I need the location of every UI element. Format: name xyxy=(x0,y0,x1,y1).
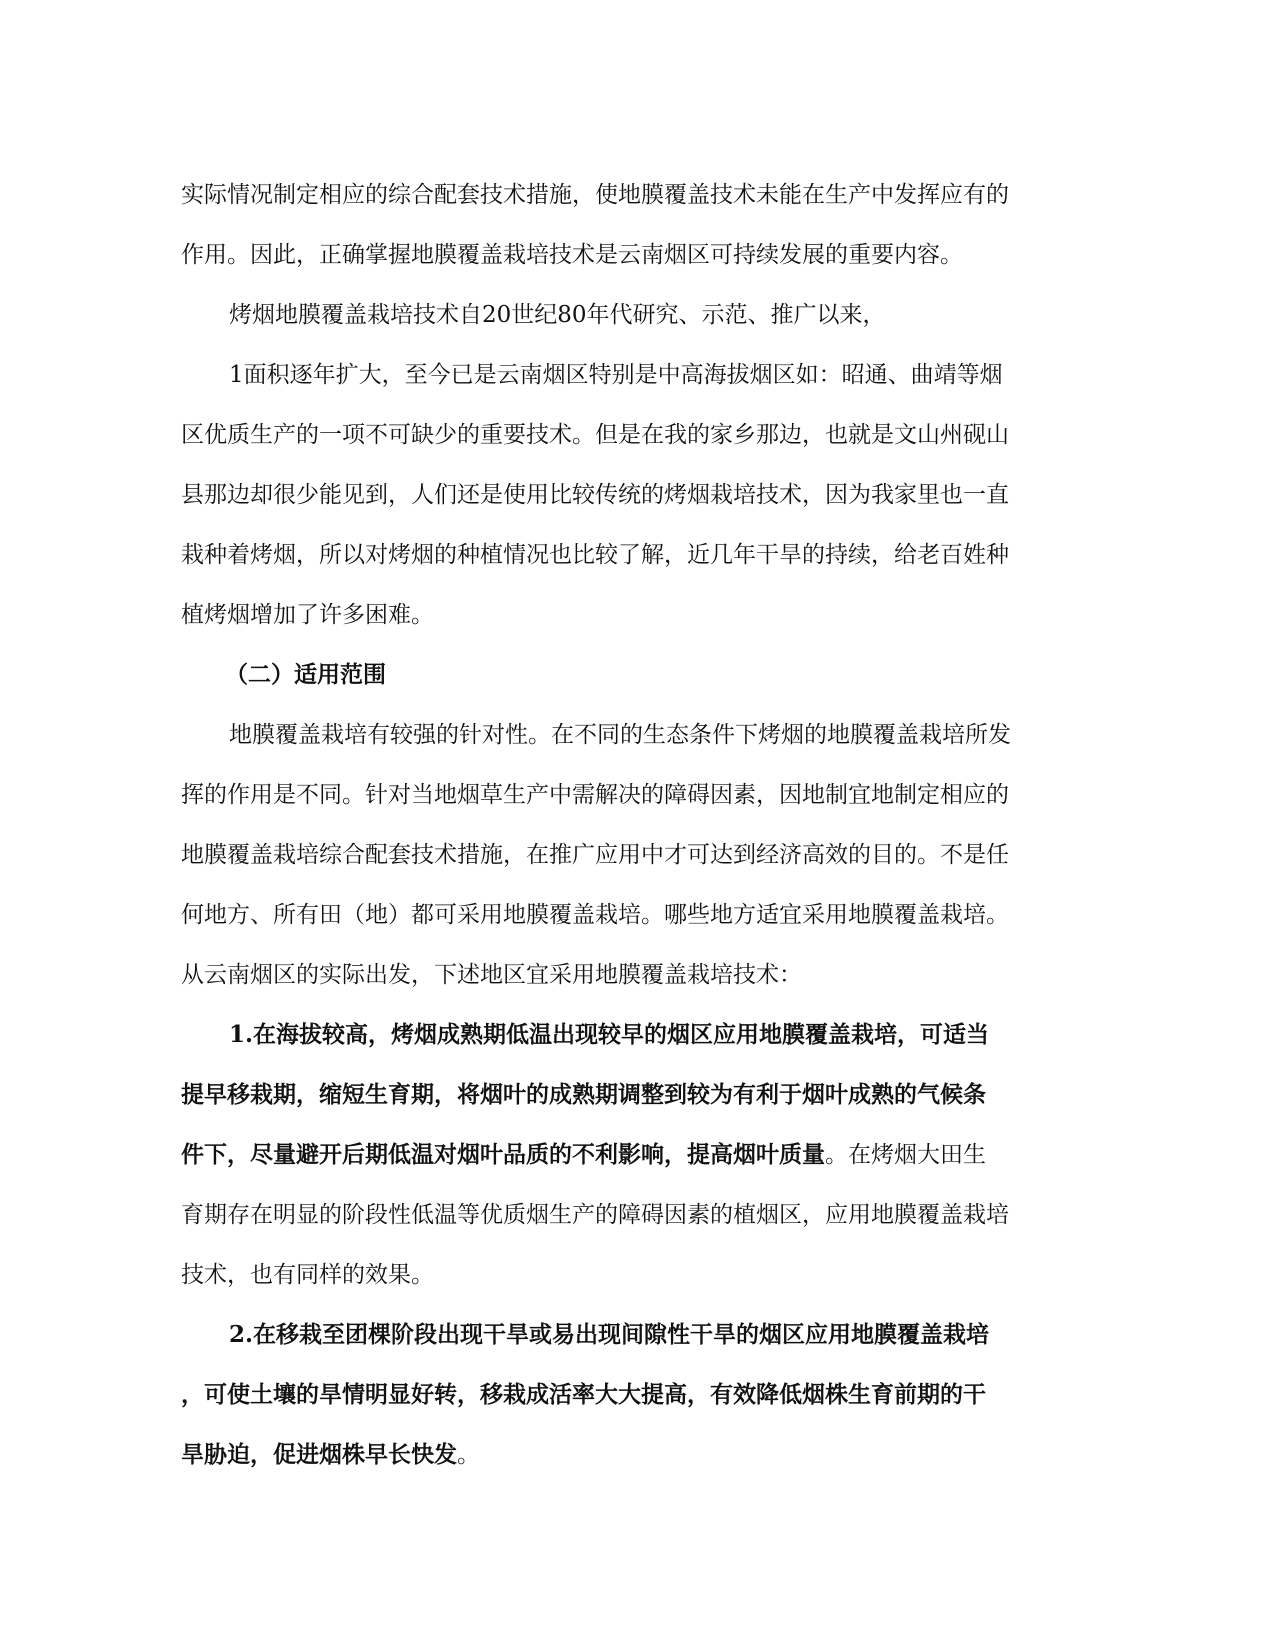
body-line: 地膜覆盖栽培综合配套技术措施，在推广应用中才可达到经济高效的目的。不是任 xyxy=(181,842,1009,868)
bold-segment: 件下，尽量避开后期低温对烟叶品质的不利影响，提高烟叶质量 xyxy=(181,1141,825,1168)
body-line: 育期存在明显的阶段性低温等优质烟生产的障碍因素的植烟区，应用地膜覆盖栽培 xyxy=(181,1202,1009,1228)
body-line: 实际情况制定相应的综合配套技术措施，使地膜覆盖技术未能在生产中发挥应有的 xyxy=(181,182,1009,208)
normal-segment: 。 xyxy=(457,1442,480,1468)
section-heading: （二）适用范围 xyxy=(225,661,386,688)
body-line: 何地方、所有田（地）都可采用地膜覆盖栽培。哪些地方适宜采用地膜覆盖栽培。 xyxy=(181,902,1009,928)
body-line: 从云南烟区的实际出发，下述地区宜采用地膜覆盖栽培技术： xyxy=(181,962,802,988)
list-item-1-line: 提早移栽期，缩短生育期，将烟叶的成熟期调整到较为有利于烟叶成熟的气候条 xyxy=(181,1081,986,1108)
mixed-line xyxy=(181,1125,1093,1185)
paragraph-first-line: 地膜覆盖栽培有较强的针对性。在不同的生态条件下烤烟的地膜覆盖栽培所发 xyxy=(229,722,1011,748)
list-item-2-line: 2.在移栽至团棵阶段出现干旱或易出现间隙性干旱的烟区应用地膜覆盖栽培 xyxy=(229,1321,990,1348)
body-line: 植烤烟增加了许多困难。 xyxy=(181,602,434,628)
body-line: 技术，也有同样的效果。 xyxy=(181,1262,434,1288)
bold-segment: 旱胁迫，促进烟株早长快发 xyxy=(181,1441,457,1468)
body-line: 栽种着烤烟，所以对烤烟的种植情况也比较了解，近几年干旱的持续，给老百姓种 xyxy=(181,542,1009,568)
normal-segment: 。在烤烟大田生 xyxy=(825,1142,986,1168)
paragraph-first-line: 1面积逐年扩大，至今已是云南烟区特别是中高海拔烟区如：昭通、曲靖等烟 xyxy=(229,362,1003,388)
body-line: 挥的作用是不同。针对当地烟草生产中需解决的障碍因素，因地制宜地制定相应的 xyxy=(181,782,1009,808)
paragraph-first-line: 烤烟地膜覆盖栽培技术自20世纪80年代研究、示范、推广以来， xyxy=(229,302,886,328)
list-item-2-line: ，可使土壤的旱情明显好转，移栽成活率大大提高，有效降低烟株生育前期的干 xyxy=(181,1381,986,1408)
list-item-1-line: 1.在海拔较高，烤烟成熟期低温出现较早的烟区应用地膜覆盖栽培，可适当 xyxy=(229,1021,990,1048)
document-page xyxy=(181,165,1093,1485)
mixed-line xyxy=(181,1425,1093,1485)
body-line: 县那边却很少能见到，人们还是使用比较传统的烤烟栽培技术，因为我家里也一直 xyxy=(181,482,1009,508)
body-line: 作用。因此，正确掌握地膜覆盖栽培技术是云南烟区可持续发展的重要内容。 xyxy=(181,242,963,268)
body-line: 区优质生产的一项不可缺少的重要技术。但是在我的家乡那边，也就是文山州砚山 xyxy=(181,422,1009,448)
